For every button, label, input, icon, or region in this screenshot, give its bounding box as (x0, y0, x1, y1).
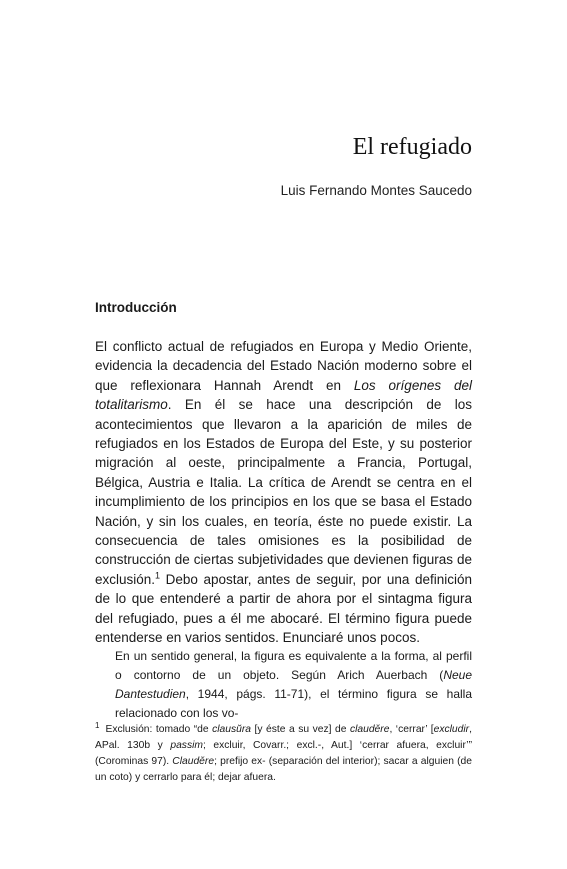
footnote-italic: clausŭra (212, 724, 252, 735)
footnote-italic: Claudĕre (172, 756, 215, 767)
footnote-text: , ‘cerrar’ [ (389, 724, 434, 735)
footnote-reference[interactable]: 1 (155, 570, 161, 581)
footnote-text: Exclusión: tomado “de (105, 724, 213, 735)
chapter-title: El refugiado (352, 134, 472, 160)
quote-text-part-2: , 1944, págs. 11-71), el término figura se halla relacionado con los vo- (115, 687, 472, 720)
footnote-text: ; excluir, Covarr.; excl.-, Aut.] ‘cerrar afuera, excluir’” (Corominas 97). (95, 740, 472, 767)
quote-italic-title: Neue Dantestudien (115, 668, 472, 701)
body-text-part-1: El conflicto actual de refugiados en Europa y Medio Oriente, evidencia la decadencia del Estado Nación moderno sobre el que reflexionara Hannah Arendt en (95, 339, 472, 393)
footnote-number: 1 (95, 720, 100, 730)
body-text-part-2: . En él se hace una descripción de los acontecimientos que llevaron a la aparición de miles de refugiados en los Estados de Europa del Este, y su posterior migración al oeste, principalmente a Francia, Portugal, Bélgica, Austria e Italia. La crítica de Arendt se centra en el incumplimiento de los principios en los que se basa el Estado Nación, y sin los cuales, en teoría, éste no puede existir. La consecuencia de tales omisiones es la posibilidad de construcción de ciertas subjetividades que devienen figuras de exclusión. (95, 397, 472, 587)
quote-text-part-1: En un sentido general, la figura es equivalente a la forma, al perfil o contorno de un objeto. Según Arich Auerbach ( (115, 649, 472, 682)
author-name: Luis Fernando Montes Saucedo (280, 183, 472, 198)
footnote-text: [y éste a su vez] de (251, 724, 350, 735)
book-title-italic: Los orígenes del totalitarismo (95, 377, 473, 413)
footnote-text: , APal. 130b y (95, 724, 472, 751)
footnote (95, 722, 472, 786)
body-paragraph (95, 337, 472, 648)
footnote-text: ; prefijo ex- (separación del interior); sacar a alguien (de un coto) y cerrarlo para él; dejar afuera. (95, 756, 472, 783)
footnote-italic: passim (170, 740, 203, 751)
body-text-part-3: Debo apostar, antes de seguir, por una definición de lo que entenderé a partir de ahora por el sintagma figura del refugiado, pues a él me abocaré. El término figura puede entenderse en varios sentidos. Enunciaré unos pocos. (95, 571, 472, 646)
footnote-italic: excludir (433, 724, 470, 735)
footnote-italic: claudĕre (349, 724, 390, 735)
block-quote (115, 647, 472, 723)
section-heading: Introducción (95, 300, 177, 315)
